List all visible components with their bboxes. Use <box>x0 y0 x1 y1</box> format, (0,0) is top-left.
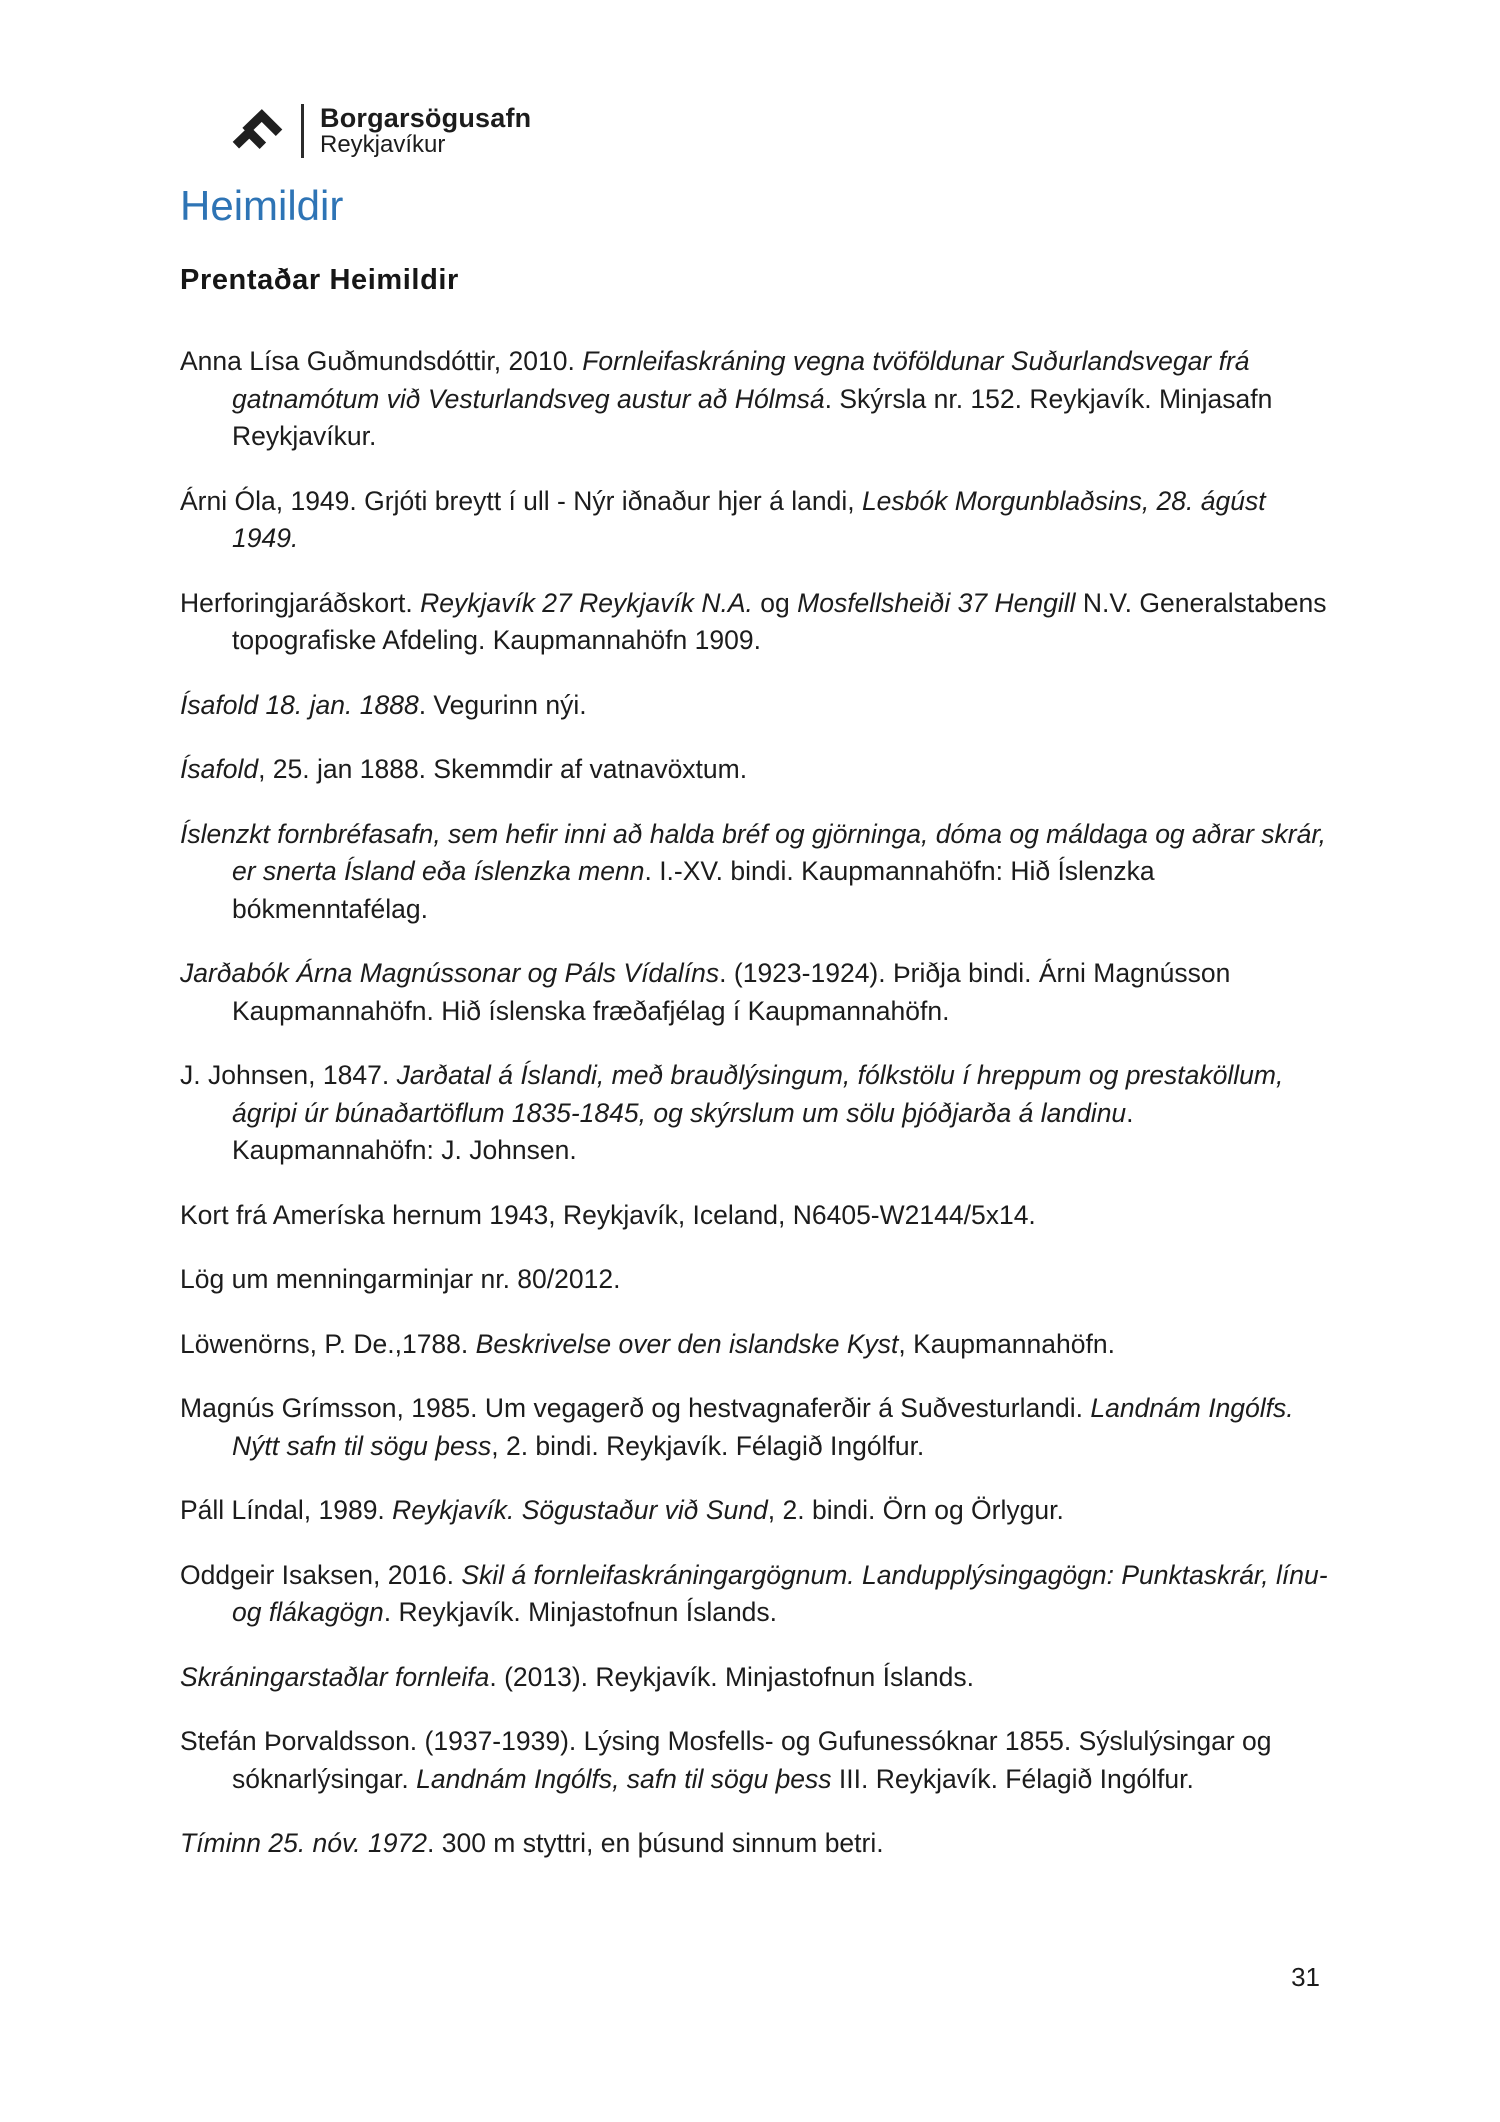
reference-entry: Ísafold, 25. jan 1888. Skemmdir af vatnavöxtum. <box>180 754 748 785</box>
page-content <box>180 0 1328 1890</box>
reference-entry: Páll Líndal, 1989. Reykjavík. Sögustaður við Sund, 2. bindi. Örn og Örlygur. <box>180 1495 1064 1526</box>
reference-entry: Íslenzkt fornbréfasafn, sem hefir inni að halda bréf og gjörninga, dóma og máldaga og aðrar skrár, er snerta Ísland eða íslenzka menn. I.-XV. bindi. Kaupmannahöfn: Hið Íslenzka bókmenntafélag. <box>180 818 1327 924</box>
reference-entry: Lög um menningarminjar nr. 80/2012. <box>180 1264 621 1295</box>
section-heading: Prentaðar Heimildir <box>180 264 459 297</box>
references-list <box>180 343 1328 1863</box>
reference-entry: Jarðabók Árna Magnússonar og Páls Vídalíns. (1923-1924). Þriðja bindi. Árni Magnússon Kaupmannahöfn. Hið íslenska fræðafjélag í Kaupmannahöfn. <box>180 958 1231 1026</box>
reference-entry: Tíminn 25. nóv. 1972. 300 m styttri, en þúsund sinnum betri. <box>180 1828 884 1859</box>
logo-org-subname: Reykjavíkur <box>320 130 446 158</box>
reference-entry: Skráningarstaðlar fornleifa. (2013). Reykjavík. Minjastofnun Íslands. <box>180 1661 974 1692</box>
reference-entry: Magnús Grímsson, 1985. Um vegagerð og hestvagnaferðir á Suðvesturlandi. Landnám Ingólfs. Nýtt safn til sögu þess, 2. bindi. Reykjavík. Félagið Ingólfur. <box>180 1393 1294 1461</box>
reference-entry: Oddgeir Isaksen, 2016. Skil á fornleifaskráningargögnum. Landupplýsingagögn: Punktaskrár, línu- og flákagögn. Reykjavík. Minjastofnun Íslands. <box>180 1559 1328 1628</box>
reference-entry: Stefán Þorvaldsson. (1937-1939). Lýsing Mosfells- og Gufunessóknar 1855. Sýslulýsingar og sóknarlýsingar. Landnám Ingólfs, safn til sögu þess III. Reykjavík. Félagið Ingólfur. <box>180 1726 1272 1794</box>
logo-org-name: Borgarsögusafn <box>320 103 532 134</box>
reference-entry: Árni Óla, 1949. Grjóti breytt í ull - Nýr iðnaður hjer á landi, Lesbók Morgunblaðsins, 28. ágúst 1949. <box>180 485 1266 554</box>
page-title: Heimildir <box>180 182 344 229</box>
reference-entry: Kort frá Ameríska hernum 1943, Reykjavík, Iceland, N6405-W2144/5x14. <box>180 1199 1036 1230</box>
page-number: 31 <box>1291 1962 1320 1992</box>
reference-entry: Ísafold 18. jan. 1888. Vegurinn nýi. <box>180 689 587 720</box>
reference-entry: Herforingjaráðskort. Reykjavík 27 Reykjavík N.A. og Mosfellsheiði 37 Hengill N.V. Generalstabens topografiske Afdeling. Kaupmannahöfn 1909. <box>180 587 1327 656</box>
reference-entry: Löwenörns, P. De.,1788. Beskrivelse over den islandske Kyst, Kaupmannahöfn. <box>180 1328 1115 1359</box>
reference-entry: J. Johnsen, 1847. Jarðatal á Íslandi, með brauðlýsingum, fólkstölu í hreppum og prestaköllum, ágripi úr búnaðartöflum 1835-1845, og skýrslum um sölu þjóðjarða á landinu. Kaupmannahöfn: J. Johnsen. <box>180 1060 1284 1166</box>
reference-entry: Anna Lísa Guðmundsdóttir, 2010. Fornleifaskráning vegna tvöföldunar Suðurlandsvegar frá gatnamótum við Vesturlandsveg austur að Hólmsá. Skýrsla nr. 152. Reykjavík. Minjasafn Reykjavíkur. <box>180 346 1273 452</box>
